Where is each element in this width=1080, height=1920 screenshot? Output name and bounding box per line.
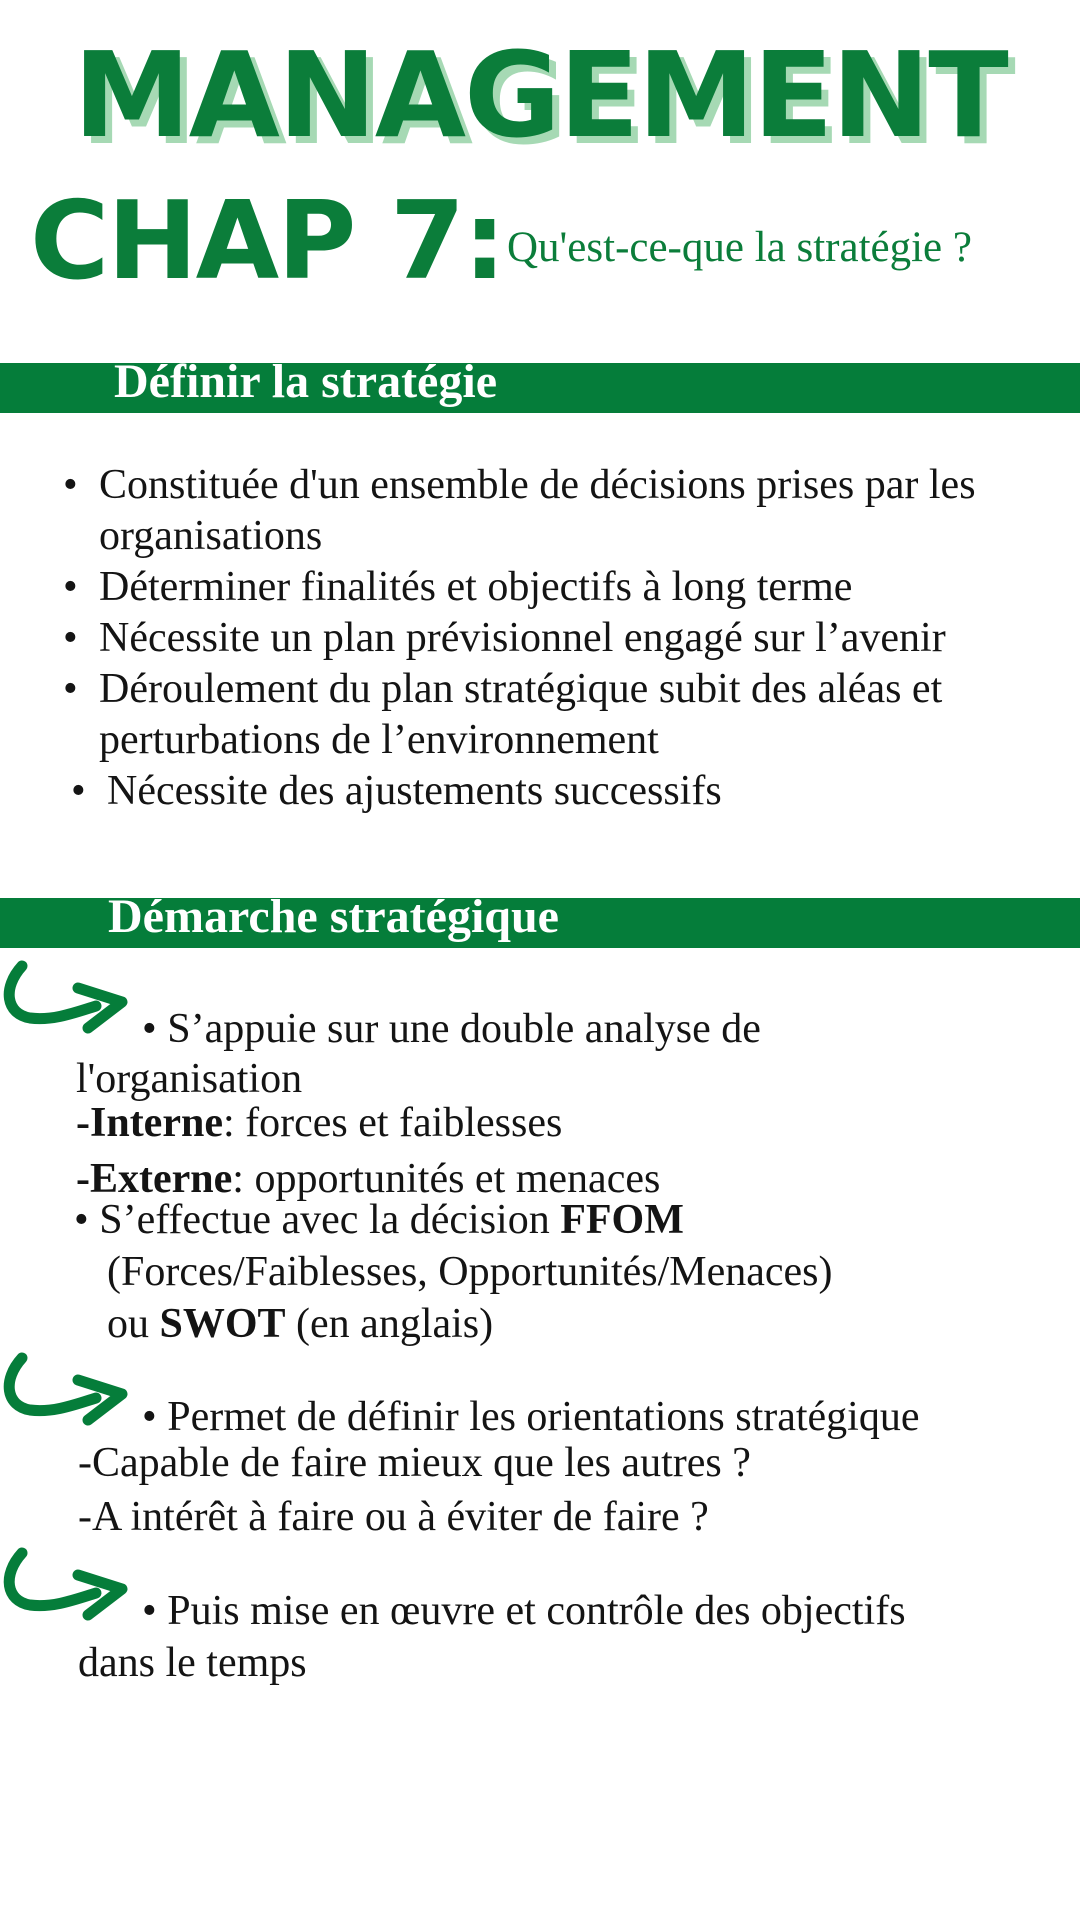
list-item: • Nécessite des ajustements successifs (71, 766, 1073, 817)
step-1-cont: l'organisation (76, 1056, 303, 1102)
section-heading-text: Démarche stratégique (108, 890, 559, 943)
list-item: • Constituée d'un ensemble de décisions prises par les organisations (63, 460, 1073, 562)
main-title: MANAGEMENT (73, 26, 1007, 164)
step-2-question-1: -Capable de faire mieux que les autres ? (78, 1440, 751, 1486)
curved-arrow-icon (0, 958, 130, 1048)
chapter-label: CHAP 7: (30, 179, 505, 304)
curved-arrow-icon (0, 1350, 130, 1440)
step-1-bullet: • S’appuie sur une double analyse de (142, 1006, 761, 1052)
list-item: • Nécessite un plan prévisionnel engagé sur l’avenir (63, 613, 1019, 664)
step-2-bullet: • Permet de définir les orientations stratégique (142, 1394, 920, 1440)
chapter-subtitle: Qu'est-ce-que la stratégie ? (507, 224, 972, 271)
curved-arrow-icon (0, 1545, 130, 1635)
step-3-bullet: • Puis mise en œuvre et contrôle des objectifs (142, 1588, 906, 1634)
step-1-internal: -Interne: forces et faiblesses (76, 1100, 563, 1146)
step-1-ffom: • S’effectue avec la décision FFOM (74, 1197, 684, 1243)
step-3-cont: dans le temps (78, 1640, 307, 1686)
step-2-question-2: -A intérêt à faire ou à éviter de faire ? (78, 1494, 709, 1540)
list-item: • Déterminer finalités et objectifs à long terme (63, 562, 1073, 613)
section-heading-demarche (0, 890, 1080, 948)
definition-list (63, 460, 1073, 817)
section-heading-text: Définir la stratégie (114, 355, 497, 408)
step-1-ffom-detail: (Forces/Faiblesses, Opportunités/Menaces) (107, 1249, 833, 1295)
section-heading-definir (0, 355, 1080, 413)
step-1-swot: ou SWOT (en anglais) (107, 1301, 494, 1347)
step-1-external: -Externe: opportunités et menaces (76, 1156, 661, 1202)
list-item: • Déroulement du plan stratégique subit des aléas et perturbations de l’environnement (63, 664, 1073, 766)
